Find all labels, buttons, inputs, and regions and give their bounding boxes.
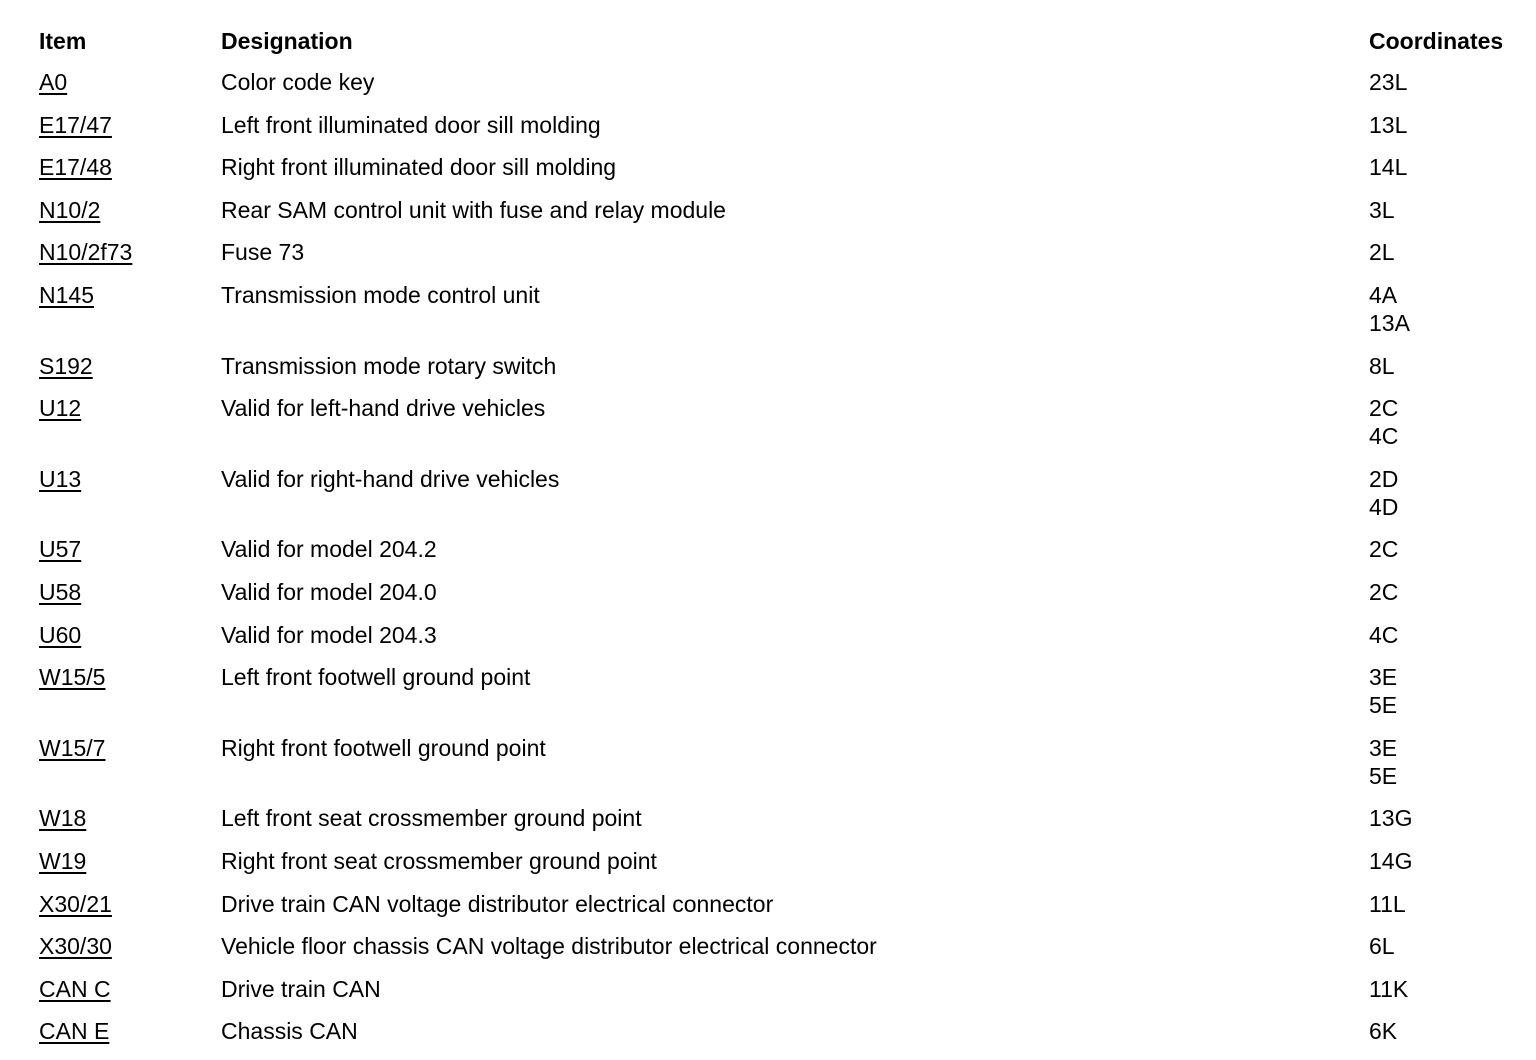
designation-text: Transmission mode control unit	[221, 281, 540, 308]
table-row	[0, 975, 1536, 1018]
coordinates-cell	[1369, 1017, 1397, 1045]
coordinates-cell	[1369, 932, 1395, 960]
table-row	[0, 238, 1536, 281]
coordinate-value: 5E	[1369, 692, 1398, 719]
item-link[interactable]: U13	[39, 465, 82, 492]
coordinate-value: 14L	[1369, 154, 1408, 181]
coordinate-value: 4C	[1369, 621, 1399, 648]
table-row	[0, 535, 1536, 578]
item-link[interactable]: W15/7	[39, 734, 106, 761]
coordinate-value: 4A	[1369, 281, 1398, 308]
designation-text: Vehicle floor chassis CAN voltage distributor electrical connector	[221, 933, 877, 960]
coordinate-value: 14G	[1369, 847, 1413, 874]
coordinates-cell	[1369, 804, 1412, 832]
coordinate-value: 2C	[1369, 578, 1399, 605]
item-link[interactable]: U58	[39, 578, 82, 605]
designation-text: Drive train CAN voltage distributor electrical connector	[221, 890, 774, 917]
coordinate-value: 13L	[1369, 111, 1408, 138]
designation-text: Left front illuminated door sill molding	[221, 111, 601, 138]
coordinates-cell	[1369, 734, 1397, 790]
table-row	[0, 352, 1536, 395]
item-link[interactable]: X30/21	[39, 890, 112, 917]
item-link[interactable]: W18	[39, 805, 87, 832]
table-row	[0, 465, 1536, 536]
item-link[interactable]: A0	[39, 69, 68, 95]
coordinate-value: 4C	[1369, 423, 1399, 450]
designation-text: Valid for left-hand drive vehicles	[221, 395, 546, 422]
coordinates-cell	[1369, 153, 1407, 181]
item-link[interactable]: W19	[39, 847, 87, 874]
coordinates-cell	[1369, 621, 1398, 649]
designation-text: Fuse 73	[221, 239, 305, 266]
coordinates-cell	[1369, 352, 1395, 380]
coordinates-cell	[1369, 281, 1410, 337]
designation-text: Right front footwell ground point	[221, 734, 546, 761]
item-link[interactable]: U12	[39, 395, 82, 422]
table-row	[0, 281, 1536, 352]
table-row	[0, 804, 1536, 847]
coordinates-cell	[1369, 578, 1398, 606]
coordinates-cell	[1369, 663, 1397, 719]
table-row	[0, 621, 1536, 664]
designation-text: Valid for model 204.2	[221, 536, 437, 563]
table-row	[0, 394, 1536, 465]
table-row	[0, 578, 1536, 621]
designation-text: Rear SAM control unit with fuse and relay module	[221, 196, 726, 223]
table-row	[0, 1017, 1536, 1060]
item-link[interactable]: E17/48	[39, 154, 112, 181]
designation-text: Valid for right-hand drive vehicles	[221, 465, 560, 492]
component-table	[0, 68, 1536, 1060]
item-link[interactable]: U60	[39, 621, 82, 648]
item-link[interactable]: N10/2	[39, 196, 101, 223]
designation-text: Drive train CAN	[221, 975, 381, 1002]
coordinates-cell	[1369, 196, 1395, 224]
header-coordinates: Coordinates	[1369, 28, 1504, 54]
coordinate-value: 2D	[1369, 465, 1399, 492]
table-row	[0, 111, 1536, 154]
coordinate-value: 2L	[1369, 239, 1395, 266]
designation-text: Chassis CAN	[221, 1018, 358, 1045]
item-link[interactable]: CAN C	[39, 975, 111, 1002]
table-row	[0, 932, 1536, 975]
table-row	[0, 663, 1536, 734]
header-item: Item	[39, 28, 87, 54]
table-row	[0, 890, 1536, 933]
coordinates-cell	[1369, 847, 1412, 875]
coordinates-cell	[1369, 68, 1407, 96]
designation-text: Valid for model 204.0	[221, 578, 437, 605]
coordinates-cell	[1369, 238, 1395, 266]
item-link[interactable]: U57	[39, 536, 82, 563]
item-link[interactable]: X30/30	[39, 933, 112, 960]
coordinate-value: 5E	[1369, 762, 1398, 789]
table-row	[0, 196, 1536, 239]
designation-text: Color code key	[221, 69, 375, 95]
coordinates-cell	[1369, 535, 1398, 563]
coordinates-cell	[1369, 890, 1406, 918]
coordinate-value: 6K	[1369, 1018, 1398, 1045]
coordinate-value: 13A	[1369, 309, 1410, 336]
coordinates-cell	[1369, 465, 1398, 521]
coordinate-value: 8L	[1369, 352, 1395, 379]
table-row	[0, 68, 1536, 111]
designation-text: Transmission mode rotary switch	[221, 352, 557, 379]
designation-text: Right front illuminated door sill molding	[221, 154, 617, 181]
coordinates-cell	[1369, 111, 1407, 139]
coordinate-value: 3E	[1369, 734, 1398, 761]
coordinate-value: 13G	[1369, 805, 1413, 832]
item-link[interactable]: E17/47	[39, 111, 112, 138]
coordinate-value: 4D	[1369, 493, 1399, 520]
item-link[interactable]: S192	[39, 352, 93, 379]
item-link[interactable]: CAN E	[39, 1018, 110, 1045]
table-row	[0, 153, 1536, 196]
designation-text: Right front seat crossmember ground point	[221, 847, 657, 874]
coordinates-cell	[1369, 394, 1398, 450]
coordinate-value: 2C	[1369, 536, 1399, 563]
item-link[interactable]: N10/2f73	[39, 239, 133, 266]
coordinate-value: 23L	[1369, 69, 1408, 95]
table-header	[0, 24, 1536, 58]
coordinate-value: 6L	[1369, 933, 1395, 960]
designation-text: Left front footwell ground point	[221, 664, 531, 691]
coordinate-value: 2C	[1369, 395, 1399, 422]
coordinates-cell	[1369, 975, 1408, 1003]
designation-text: Valid for model 204.3	[221, 621, 437, 648]
coordinate-value: 3E	[1369, 664, 1398, 691]
header-designation: Designation	[221, 28, 353, 54]
coordinate-value: 3L	[1369, 196, 1395, 223]
coordinate-value: 11L	[1369, 890, 1406, 917]
item-link[interactable]: N145	[39, 281, 94, 308]
table-row	[0, 847, 1536, 890]
designation-text: Left front seat crossmember ground point	[221, 805, 642, 832]
table-row	[0, 734, 1536, 805]
coordinate-value: 11K	[1369, 975, 1409, 1002]
item-link[interactable]: W15/5	[39, 664, 106, 691]
